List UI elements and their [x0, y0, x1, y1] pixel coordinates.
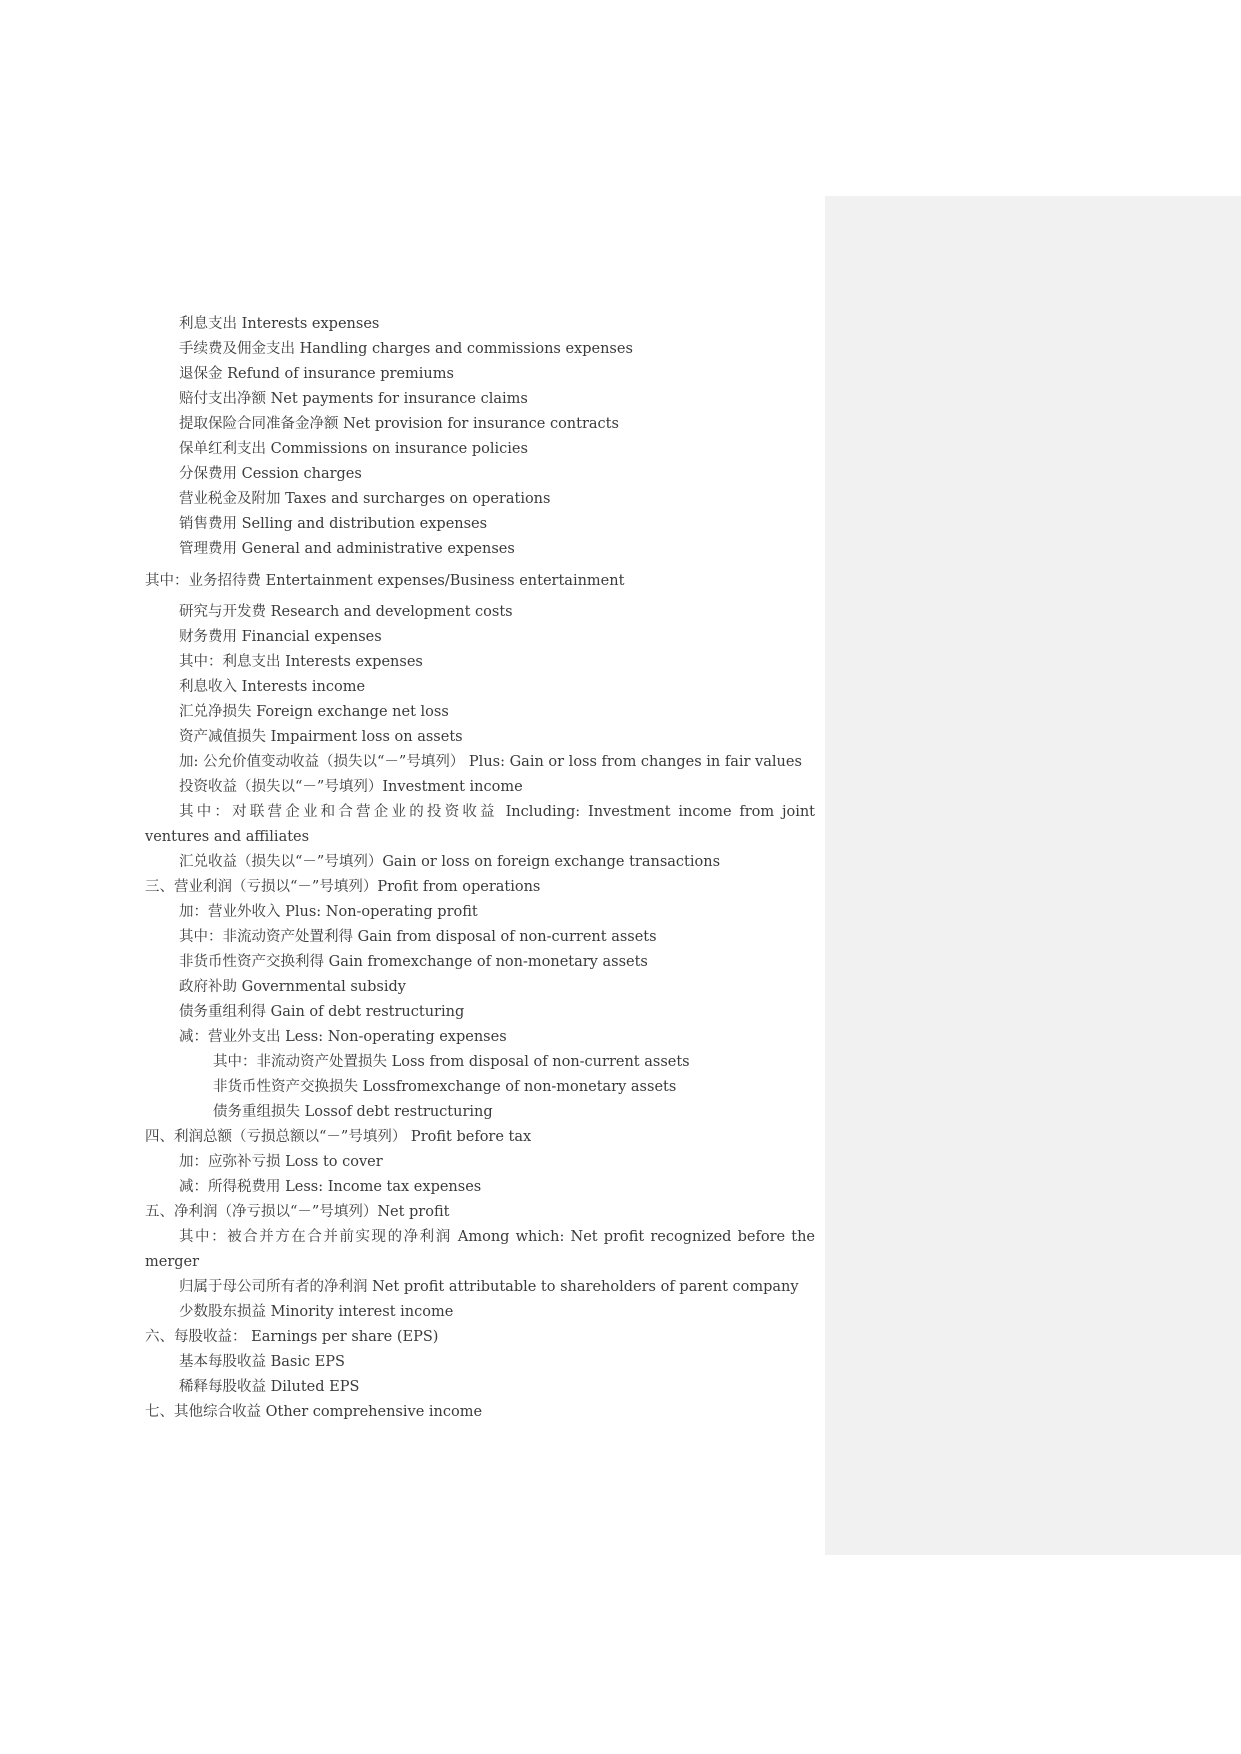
line-non-operating-profit: 加：营业外收入 Plus: Non-operating profit [179, 904, 478, 920]
line-net-profit-parent: 归属于母公司所有者的净利润 Net profit attributable to shareholders of parent company [179, 1279, 799, 1295]
line-gain-exchange-nonmonetary: 非货币性资产交换利得 Gain fromexchange of non-monetary assets [179, 954, 648, 970]
line-handling-charges: 手续费及佣金支出 Handling charges and commissions expenses [179, 341, 633, 357]
line-entertainment-expenses: 其中：业务招待费 Entertainment expenses/Business entertainment [145, 573, 625, 589]
line-net-profit-before-merger: 其中：被合并方在合并前实现的净利润 Among which: Net profit recognized before the [179, 1229, 815, 1245]
line-loss-exchange-nonmonetary: 非货币性资产交换损失 Lossfromexchange of non-monetary assets [213, 1079, 677, 1095]
line-interests-expenses: 利息支出 Interests expenses [179, 316, 380, 332]
line-net-provision-contracts: 提取保险合同准备金净额 Net provision for insurance contracts [179, 416, 619, 432]
line-fx-gain-loss: 汇兑收益（损失以“－”号填列）Gain or loss on foreign exchange transactions [179, 854, 721, 870]
line-fx-net-loss: 汇兑净损失 Foreign exchange net loss [179, 704, 449, 720]
line-income-tax-expenses: 减：所得税费用 Less: Income tax expenses [179, 1179, 482, 1195]
line-net-profit-before-merger-cont: merger [145, 1254, 200, 1270]
line-selling-expenses: 销售费用 Selling and distribution expenses [179, 516, 488, 532]
line-profit-before-tax: 四、利润总额（亏损总额以“－”号填列） Profit before tax [145, 1129, 532, 1145]
line-refund-premiums: 退保金 Refund of insurance premiums [179, 366, 454, 382]
line-eps: 六、每股收益： Earnings per share (EPS) [145, 1329, 439, 1345]
line-loss-debt-restructuring: 债务重组损失 Lossof debt restructuring [213, 1104, 493, 1120]
line-jv-investment-income: 其中：对联营企业和合营企业的投资收益 Including: Investment income from joint [179, 804, 815, 820]
line-interest-income: 利息收入 Interests income [179, 679, 366, 695]
line-diluted-eps: 稀释每股收益 Diluted EPS [179, 1379, 360, 1395]
line-basic-eps: 基本每股收益 Basic EPS [179, 1354, 345, 1370]
line-fair-value-gain: 加: 公允价值变动收益（损失以“－”号填列） Plus: Gain or loss from changes in fair values [179, 754, 802, 770]
line-gain-disposal: 其中：非流动资产处置利得 Gain from disposal of non-current assets [179, 929, 657, 945]
line-interest-expenses-sub: 其中：利息支出 Interests expenses [179, 654, 423, 670]
line-government-subsidy: 政府补助 Governmental subsidy [179, 979, 406, 995]
line-taxes-surcharges: 营业税金及附加 Taxes and surcharges on operations [179, 491, 551, 507]
line-cession-charges: 分保费用 Cession charges [179, 466, 362, 482]
line-rd-costs: 研究与开发费 Research and development costs [179, 604, 513, 620]
line-non-operating-expenses: 减：营业外支出 Less: Non-operating expenses [179, 1029, 507, 1045]
line-loss-to-cover: 加：应弥补亏损 Loss to cover [179, 1154, 383, 1170]
line-net-profit: 五、净利润（净亏损以“－”号填列）Net profit [145, 1204, 450, 1220]
comment-margin-pane [825, 196, 1241, 1555]
line-gain-debt-restructuring: 债务重组利得 Gain of debt restructuring [179, 1004, 465, 1020]
line-loss-disposal: 其中：非流动资产处置损失 Loss from disposal of non-current assets [213, 1054, 690, 1070]
line-financial-expenses: 财务费用 Financial expenses [179, 629, 382, 645]
line-minority-interest: 少数股东损益 Minority interest income [179, 1304, 454, 1320]
line-other-comprehensive-income: 七、其他综合收益 Other comprehensive income [145, 1404, 483, 1420]
line-commissions-policies: 保单红利支出 Commissions on insurance policies [179, 441, 528, 457]
line-profit-operations: 三、营业利润（亏损以“－”号填列）Profit from operations [145, 879, 541, 895]
line-net-payments-claims: 赔付支出净额 Net payments for insurance claims [179, 391, 528, 407]
line-admin-expenses: 管理费用 General and administrative expenses [179, 541, 515, 557]
line-investment-income: 投资收益（损失以“－”号填列）Investment income [179, 779, 523, 795]
line-impairment-loss: 资产减值损失 Impairment loss on assets [179, 729, 463, 745]
line-jv-investment-income-cont: ventures and affiliates [145, 829, 310, 845]
